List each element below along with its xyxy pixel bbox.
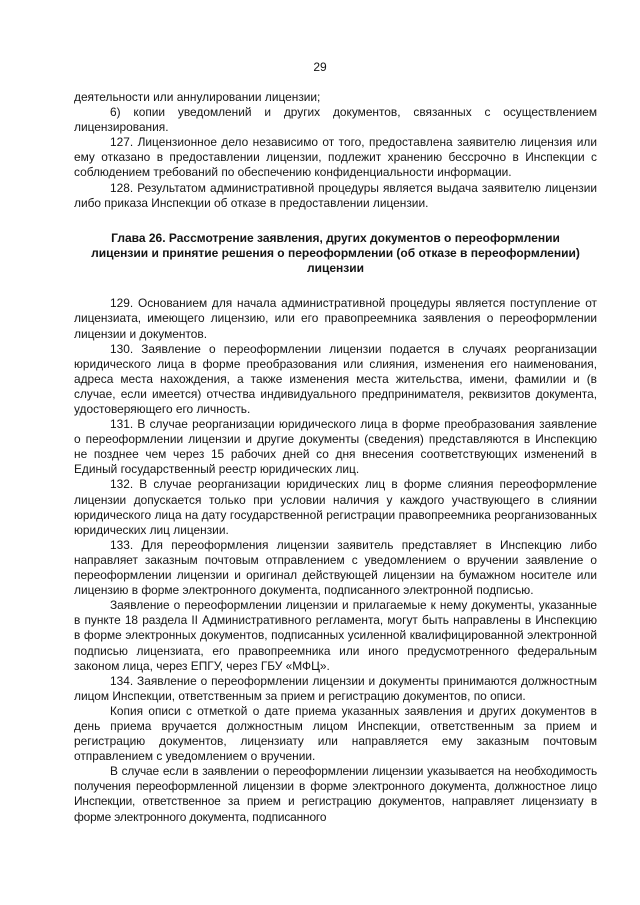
paragraph: 127. Лицензионное дело независимо от того, предоставлена заявителю лицензия или ему отказано в предоставлении лицензии, подлежит хранению бессрочно в Инспекции с соблюдением требований по обеспечению конфиденциальности информации.	[74, 135, 597, 180]
paragraph: 131. В случае реорганизации юридического лица в форме преобразования заявление о переоформлении лицензии и другие документы (сведения) представляются в Инспекцию не позднее чем через 15 рабочих дней со дня внесения соответствующих изменений в Единый государственный реестр юридических лиц.	[74, 417, 597, 477]
paragraph: 130. Заявление о переоформлении лицензии подается в случаях реорганизации юридического лица в форме преобразования или слияния, изменения его наименования, адреса места нахождения, а также изменения места жительства, имени, фамилии и (в случае, если имеется) отчества индивидуального предпринимателя, реквизитов документа, удостоверяющего его личность.	[74, 341, 597, 417]
paragraph: 132. В случае реорганизации юридических лиц в форме слияния переоформление лицензии допускается только при условии наличия у каждого участвующего в слиянии юридического лица на дату государственной регистрации правопреемника реорганизованных юридических лиц лицензии.	[74, 477, 597, 537]
paragraph: В случае если в заявлении о переоформлении лицензии указывается на необходимость получения переоформленной лицензии в форме электронного документа, должностное лицо Инспекции, ответственное за прием и регистрацию документов, направляет лицензиату в форме электронного документа, подписанного	[74, 764, 597, 824]
paragraph: Копия описи с отметкой о дате приема указанных заявления и других документов в день приема вручается должностным лицом Инспекции, ответственным за прием и регистрацию документов, лицензиату или направляется ему заказным почтовым отправлением с уведомлением о вручении.	[74, 703, 597, 764]
paragraph: 133. Для переоформления лицензии заявитель представляет в Инспекцию либо направляет заказным почтовым отправлением с уведомлением о вручении заявление о переоформлении лицензии и оригинал действующей лицензии на бумажном носителе или лицензию в форме электронного документа, подписанного электронной подписью.	[74, 537, 597, 598]
page-body	[74, 90, 597, 825]
paragraph: 128. Результатом административной процедуры является выдача заявителю лицензии либо приказа Инспекции об отказе в предоставлении лицензии.	[74, 180, 597, 210]
paragraph: Заявление о переоформлении лицензии и прилагаемые к нему документы, указанные в пункте 18 раздела II Административного регламента, могут быть направлены в Инспекцию в форме электронных документов, подписанных усиленной квалифицированной электронной подписью лицензиата, его правопреемника или иного предусмотренного федеральным законом лица, через ЕПГУ, через ГБУ «МФЦ».	[74, 598, 597, 673]
chapter-heading: Глава 26. Рассмотрение заявления, других документов о переоформлении лицензии и принятие решения о переоформлении (об отказе в переоформлении) лицензии	[91, 230, 580, 276]
paragraph: 134. Заявление о переоформлении лицензии и документы принимаются должностным лицом Инспекции, ответственным за прием и регистрацию документов, по описи.	[74, 673, 597, 703]
paragraph: 6) копии уведомлений и других документов, связанных с осуществлением лицензирования.	[74, 105, 597, 135]
paragraph: 129. Основанием для начала административной процедуры является поступление от лицензиата, имеющего лицензию, или его правопреемника заявления о переоформлении лицензии и документов.	[74, 296, 597, 341]
page-number: 29	[313, 60, 327, 74]
paragraph: деятельности или аннулировании лицензии;	[74, 90, 321, 104]
